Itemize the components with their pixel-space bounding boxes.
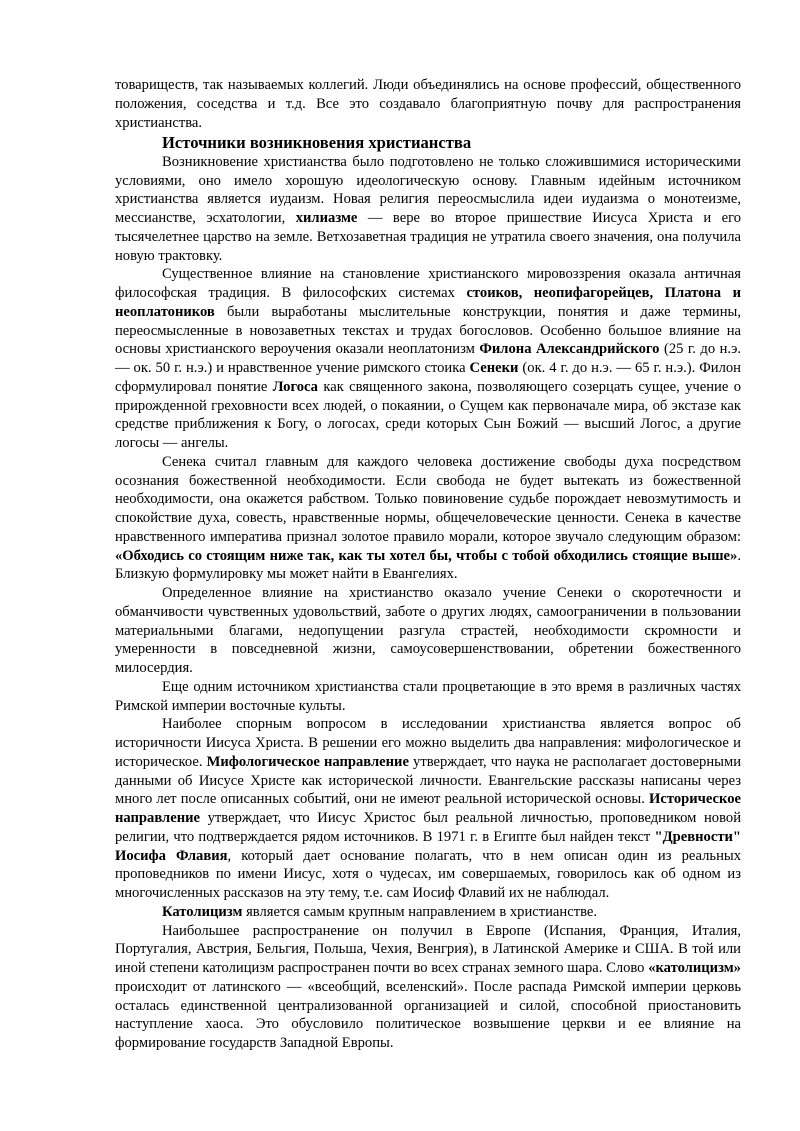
- bold-term-logos: Логоса: [272, 378, 318, 395]
- text-span: происходит от латинского — «всеобщий, вселенский». После распада Римской империи церковь осталась единственной централизованной организацией и силой, способной приостановить наступление хаоса. Это обусловило политическое возвышение церкви и ее влияние на формирование государств Западной Европы.: [115, 978, 741, 1051]
- paragraph-judaism: [115, 153, 741, 266]
- section-heading: Источники возникновения христианства: [162, 133, 472, 153]
- intro-paragraph: товариществ, так называемых коллегий. Люди объединялись на основе профессий, общественного положения, соседства и т.д. Все это создавало благоприятную почву для распространения христианства.: [115, 77, 741, 131]
- text-span: Сенека считал главным для каждого человека достижение свободы духа посредством осознания божественной необходимости. Если свобода не будет вытекать из божественной необходимости, она окажется рабством. Только повиновение судьбе порождает невозмутимость и спокойствие духа, совесть, нравственные нормы, общечеловеческие ценности. Сенека в качестве нравственного императива признал золотое правило морали, которое звучало следующим образом:: [115, 453, 741, 545]
- paragraph-eastern-cults: Еще одним источником христианства стали процветающие в это время в различных частях Римской империи восточные культы.: [115, 678, 741, 714]
- text-span: — вере во второе пришествие Иисуса Христа и его тысячелетнее царство на земле. Ветхозаветная традиция не утратила своего значения, она получила новую трактовку.: [115, 210, 741, 264]
- bold-term-philo: Филона Александрийского: [479, 341, 660, 358]
- paragraph-seneca: [115, 453, 741, 584]
- document-page: [115, 76, 741, 1053]
- text-span: утверждает, что Иисус Христос был реальной личностью, проповедником новой религии, что подтверждается рядом источников. В 1971 г. в Египте был найден текст: [115, 810, 741, 845]
- text-span: были выработаны мыслительные конструкции, понятия и даже термины, переосмысленные в новозаветных текстах и трудах богословов. Особенно большое влияние на основы христианского вероучения оказали неоплатонизм: [115, 303, 741, 358]
- text-span: является самым крупным направлением в христианстве.: [246, 903, 597, 920]
- bold-term-antiquities: "Древности" Иосифа Флавия: [115, 828, 741, 864]
- text-span: Наибольшее распространение он получил в Европе (Испания, Франция, Италия, Португалия, Австрия, Бельгия, Польша, Чехия, Венгрия), в Латинской Америке и США. В той или иной степени католицизм распространен почти во всех странах земного шара. Слово: [115, 922, 741, 976]
- bold-term-philosophers: стоиков, неопифагорейцев, Платона и неоплатоников: [115, 285, 741, 320]
- text-span: Существенное влияние на становление христианского мировоззрения оказала античная философская традиция. В философских системах: [115, 266, 741, 301]
- paragraph-catholicism-spread: [115, 922, 741, 1053]
- bold-term-chiliasm: хилиазме: [295, 210, 358, 226]
- bold-term-seneca: Сенеки: [469, 360, 519, 376]
- text-span: , который дает основание полагать, что в нем описан один из реальных проповедников по имени Иисус, хотя о чудесах, им совершаемых, говорилось как об одном из многочисленных рассказов на эту тему, т.е. сам Иосиф Флавий их не наблюдал.: [115, 847, 741, 901]
- bold-golden-rule: «Обходись со стоящим ниже так, как ты хотел бы, чтобы с тобой обходились стоящие выше»: [115, 547, 738, 564]
- text-span: . Близкую формулировку мы может найти в Евангелиях.: [115, 547, 741, 583]
- text-span: утверждает, что наука не располагает достоверными данными об Иисусе Христе как исторической личности. Евангельские рассказы написаны через много лет после описанных событий, они не имеют реальной исторической основы.: [115, 753, 742, 808]
- text-span: Наиболее спорным вопросом в исследовании христианства является вопрос об историчности Иисуса Христа. В решении его можно выделить два направления: мифологическое и историческое.: [115, 716, 741, 770]
- paragraph-catholicism: [115, 903, 741, 922]
- paragraph-historicity: [115, 715, 741, 903]
- text-span: (25 г. до н.э. — ок. 50 г. н.э.) и нравственное учение римского стоика: [115, 341, 741, 376]
- text-span: как священного закона, позволяющего созерцать сущее, учение о прирожденной греховности всех людей, о покаянии, о Сущем как первоначале мира, об экстазе как средстве приближения к Богу, о логосах, среди которых Сын Божий — высший Логос, а другие логосы — ангелы.: [115, 378, 741, 451]
- bold-term-catholicism-word: «католицизм»: [648, 960, 741, 976]
- bold-term-mythological: Мифологическое направление: [206, 753, 409, 770]
- text-span: Возникновение христианства было подготовлено не только сложившимися историческими условиями, оно имело хорошую идеологическую основу. Главным идейным источником христианства является иудаизм. Новая религия переосмыслила идеи иудаизма о монотеизме, мессианстве, эсхатологии,: [115, 153, 741, 226]
- bold-term-historical: Историческое направление: [115, 791, 741, 826]
- paragraph-philosophy: [115, 265, 741, 453]
- paragraph-seneca-influence: Определенное влияние на христианство оказало учение Сенеки о скоротечности и обманчивости чувственных удовольствий, заботе о других людях, самоограничении в пользовании материальными благами, недопущении разгула страстей, необходимости скромности и умеренности в повседневной жизни, самоусовершенствовании, обретении божественного милосердия.: [115, 585, 741, 676]
- text-span: (ок. 4 г. до н.э. — 65 г. н.э.). Филон сформулировал понятие: [115, 360, 741, 395]
- bold-term-catholicism: Католицизм: [162, 903, 243, 920]
